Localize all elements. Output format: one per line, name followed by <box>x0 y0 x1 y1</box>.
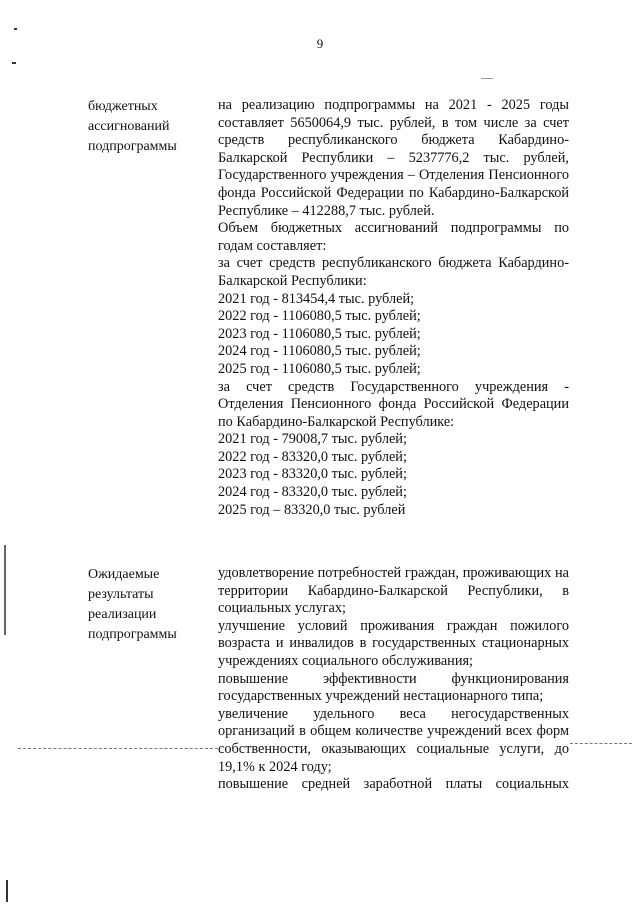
budget-row-content <box>218 97 569 519</box>
scan-mark <box>6 880 8 902</box>
scan-line <box>18 748 218 749</box>
result-paragraph: повышение эффективности функционирования государственных учреждений нестационарного типа; <box>218 670 569 705</box>
pension-year-line: 2022 год - 83320,0 тыс. рублей; <box>218 448 407 465</box>
results-row-label <box>88 565 213 645</box>
budget-row-label <box>88 97 213 157</box>
pension-year-line: 2023 год - 83320,0 тыс. рублей; <box>218 466 407 483</box>
result-paragraph: увеличение удельного веса негосударственных организаций в общем количестве учреждений всех форм собственности, оказывающих социальные услуги, до 19,1% к 2024 году; <box>218 705 569 775</box>
pension-year-line: 2024 год - 83320,0 тыс. рублей; <box>218 484 407 501</box>
budget-year-line: 2021 год - 813454,4 тыс. рублей; <box>218 290 415 307</box>
budget-year-line: 2023 год - 1106080,5 тыс. рублей; <box>218 325 421 342</box>
scan-mark <box>4 545 6 635</box>
label-line: бюджетных <box>88 99 158 114</box>
result-paragraph: удовлетворение потребностей граждан, проживающих на территории Кабардино-Балкарской Республики, в социальных услугах; <box>218 565 569 617</box>
republican-budget-paragraph: за счет средств республиканского бюджета Кабардино-Балкарской Республики: <box>218 255 569 289</box>
budget-year-line: 2025 год - 1106080,5 тыс. рублей; <box>218 360 421 377</box>
budget-total-paragraph: на реализацию подпрограммы на 2021 - 2025 годы составляет 5650064,9 тыс. рублей, в том числе за счет средств республиканского бюджета Кабардино-Балкарской Республики – 5237776,2 тыс. рублей, Государственного учреждения – Отделения Пенсионного фонда Российской Федерации по Кабардино-Балкарской Республике – 412288,7 тыс. рублей. <box>218 97 569 219</box>
results-row-content <box>218 565 569 794</box>
scan-mark <box>481 78 493 79</box>
label-line: реализации <box>88 607 157 622</box>
result-paragraph: улучшение условий проживания граждан пожилого возраста и инвалидов в государственных стационарных учреждениях социального обслуживания; <box>218 617 569 669</box>
scan-line <box>570 743 632 744</box>
scan-mark <box>12 62 16 64</box>
pension-fund-paragraph: за счет средств Государственного учреждения - Отделения Пенсионного фонда Российской Федерации по Кабардино-Балкарской Республике: <box>218 378 569 430</box>
label-line: подпрограммы <box>88 627 177 642</box>
label-line: Ожидаемые <box>88 567 160 582</box>
budget-by-years-paragraph: Объем бюджетных ассигнований подпрограммы по годам составляет: <box>218 220 569 254</box>
label-line: результаты <box>88 587 154 602</box>
label-line: подпрограммы <box>88 139 177 154</box>
pension-year-line: 2021 год - 79008,7 тыс. рублей; <box>218 431 407 448</box>
label-line: ассигнований <box>88 119 170 134</box>
scan-mark <box>14 28 17 30</box>
page-number: 9 <box>316 36 324 51</box>
pension-year-line: 2025 год – 83320,0 тыс. рублей <box>218 501 406 518</box>
budget-year-line: 2022 год - 1106080,5 тыс. рублей; <box>218 308 421 325</box>
budget-year-line: 2024 год - 1106080,5 тыс. рублей; <box>218 343 421 360</box>
result-paragraph: повышение средней заработной платы социальных <box>218 776 569 793</box>
